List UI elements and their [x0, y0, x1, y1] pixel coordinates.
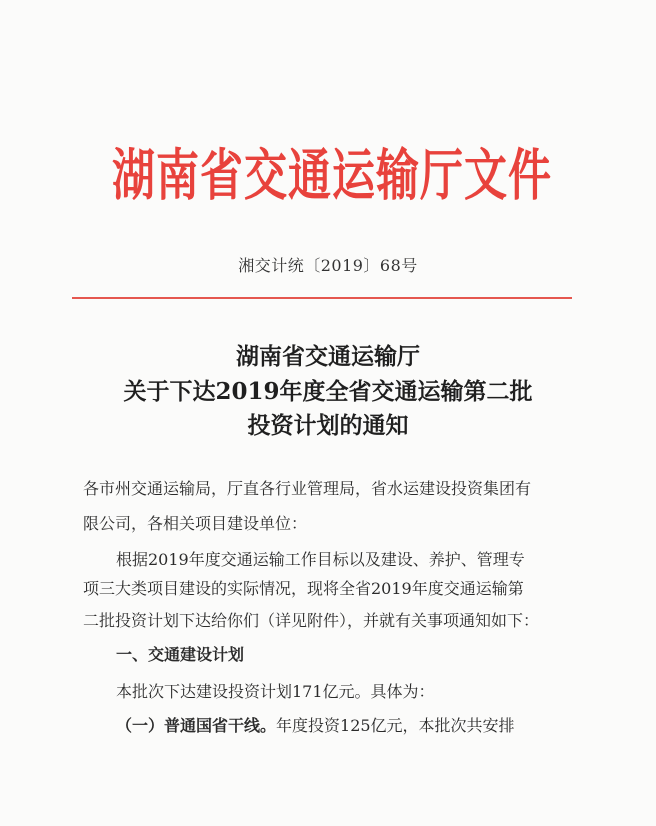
item-1-label: （一）普通国省干线。 — [116, 716, 277, 735]
paragraph-2: 本批次下达建设投资计划171亿元。具体为： — [116, 682, 435, 701]
section-1-heading: 一、交通建设计划 — [116, 645, 245, 664]
recipients-line-1: 各市州交通运输局，厅直各行业管理局，省水运建设投资集团有 — [83, 479, 532, 498]
recipients-line-2: 限公司，各相关项目建设单位： — [83, 514, 308, 533]
document-number: 湘交计统〔2019〕68号 — [238, 256, 418, 275]
document-title-line-1: 湖南省交通运输厅 — [236, 343, 420, 370]
document-title-line-3: 投资计划的通知 — [247, 412, 409, 439]
paragraph-1-line-2: 项三大类项目建设的实际情况，现将全省2019年度交通运输第 — [83, 579, 524, 598]
item-1-text: 年度投资125亿元，本批次共安排 — [276, 716, 515, 735]
paragraph-1-line-3: 二批投资计划下达给你们（详见附件），并就有关事项通知如下： — [83, 611, 540, 630]
paragraph-1-line-1: 根据2019年度交通运输工作目标以及建设、养护、管理专 — [116, 550, 525, 569]
red-divider-rule — [72, 297, 572, 299]
document-title-line-2: 关于下达2019年度全省交通运输第二批 — [123, 378, 533, 405]
item-1-line — [116, 713, 515, 736]
document-masthead: 湖南省交通运输厅文件 — [112, 143, 552, 209]
